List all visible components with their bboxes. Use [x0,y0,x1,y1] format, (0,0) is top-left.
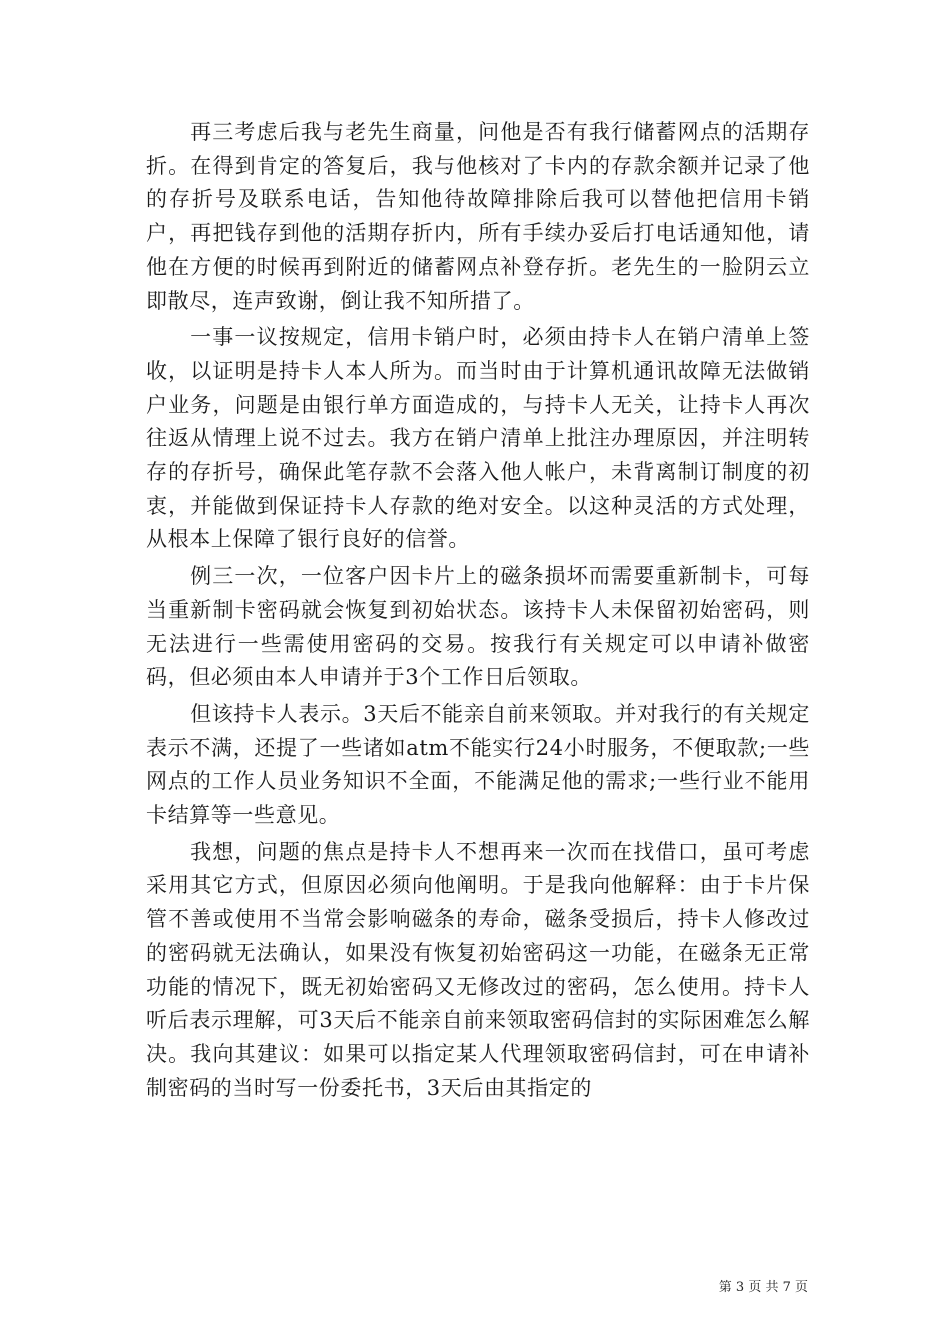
paragraph-3: 例三一次，一位客户因卡片上的磁条损坏而需要重新制卡，可每当重新制卡密码就会恢复到初始状态。该持卡人未保留初始密码，则无法进行一些需使用密码的交易。按我行有关规定可以申请补做密码，但必须由本人申请并于3个工作日后领取。 [146,564,810,690]
paragraph-2: 一事一议按规定，信用卡销户时，必须由持卡人在销户清单上签收，以证明是持卡人本人所为。而当时由于计算机通讯故障无法做销户业务，问题是由银行单方面造成的，与持卡人无关，让持卡人再次往返从情理上说不过去。我方在销户清单上批注办理原因，并注明转存的存折号，确保此笔存款不会落入他人帐户，未背离制订制度的初衷，并能做到保证持卡人存款的绝对安全。以这种灵活的方式处理，从根本上保障了银行良好的信誉。 [146,325,810,552]
document-body [146,116,810,1105]
paragraph-5: 我想，问题的焦点是持卡人不想再来一次而在找借口，虽可考虑采用其它方式，但原因必须向他阐明。于是我向他解释：由于卡片保管不善或使用不当常会影响磁条的寿命，磁条受损后，持卡人修改过的密码就无法确认，如果没有恢复初始密码这一功能，在磁条无正常功能的情况下，既无初始密码又无修改过的密码，怎么使用。持卡人听后表示理解，可3天后不能亲自前来领取密码信封的实际困难怎么解决。我向其建议：如果可以指定某人代理领取密码信封，可在申请补制密码的当时写一份委托书，3天后由其指定的 [146,839,810,1100]
page-number: 第 3 页 共 7 页 [718,1280,808,1295]
paragraph-1: 再三考虑后我与老先生商量，问他是否有我行储蓄网点的活期存折。在得到肯定的答复后，我与他核对了卡内的存款余额并记录了他的存折号及联系电话，告知他待故障排除后我可以替他把信用卡销户，再把钱存到他的活期存折内，所有手续办妥后打电话通知他，请他在方便的时候再到附近的储蓄网点补登存折。老先生的一脸阴云立即散尽，连声致谢，倒让我不知所措了。 [146,120,810,313]
paragraph-4: 但该持卡人表示。3天后不能亲自前来领取。并对我行的有关规定表示不满，还提了一些诸如atm不能实行24小时服务，不便取款;一些网点的工作人员业务知识不全面，不能满足他的需求;一些行业不能用卡结算等一些意见。 [146,701,810,828]
